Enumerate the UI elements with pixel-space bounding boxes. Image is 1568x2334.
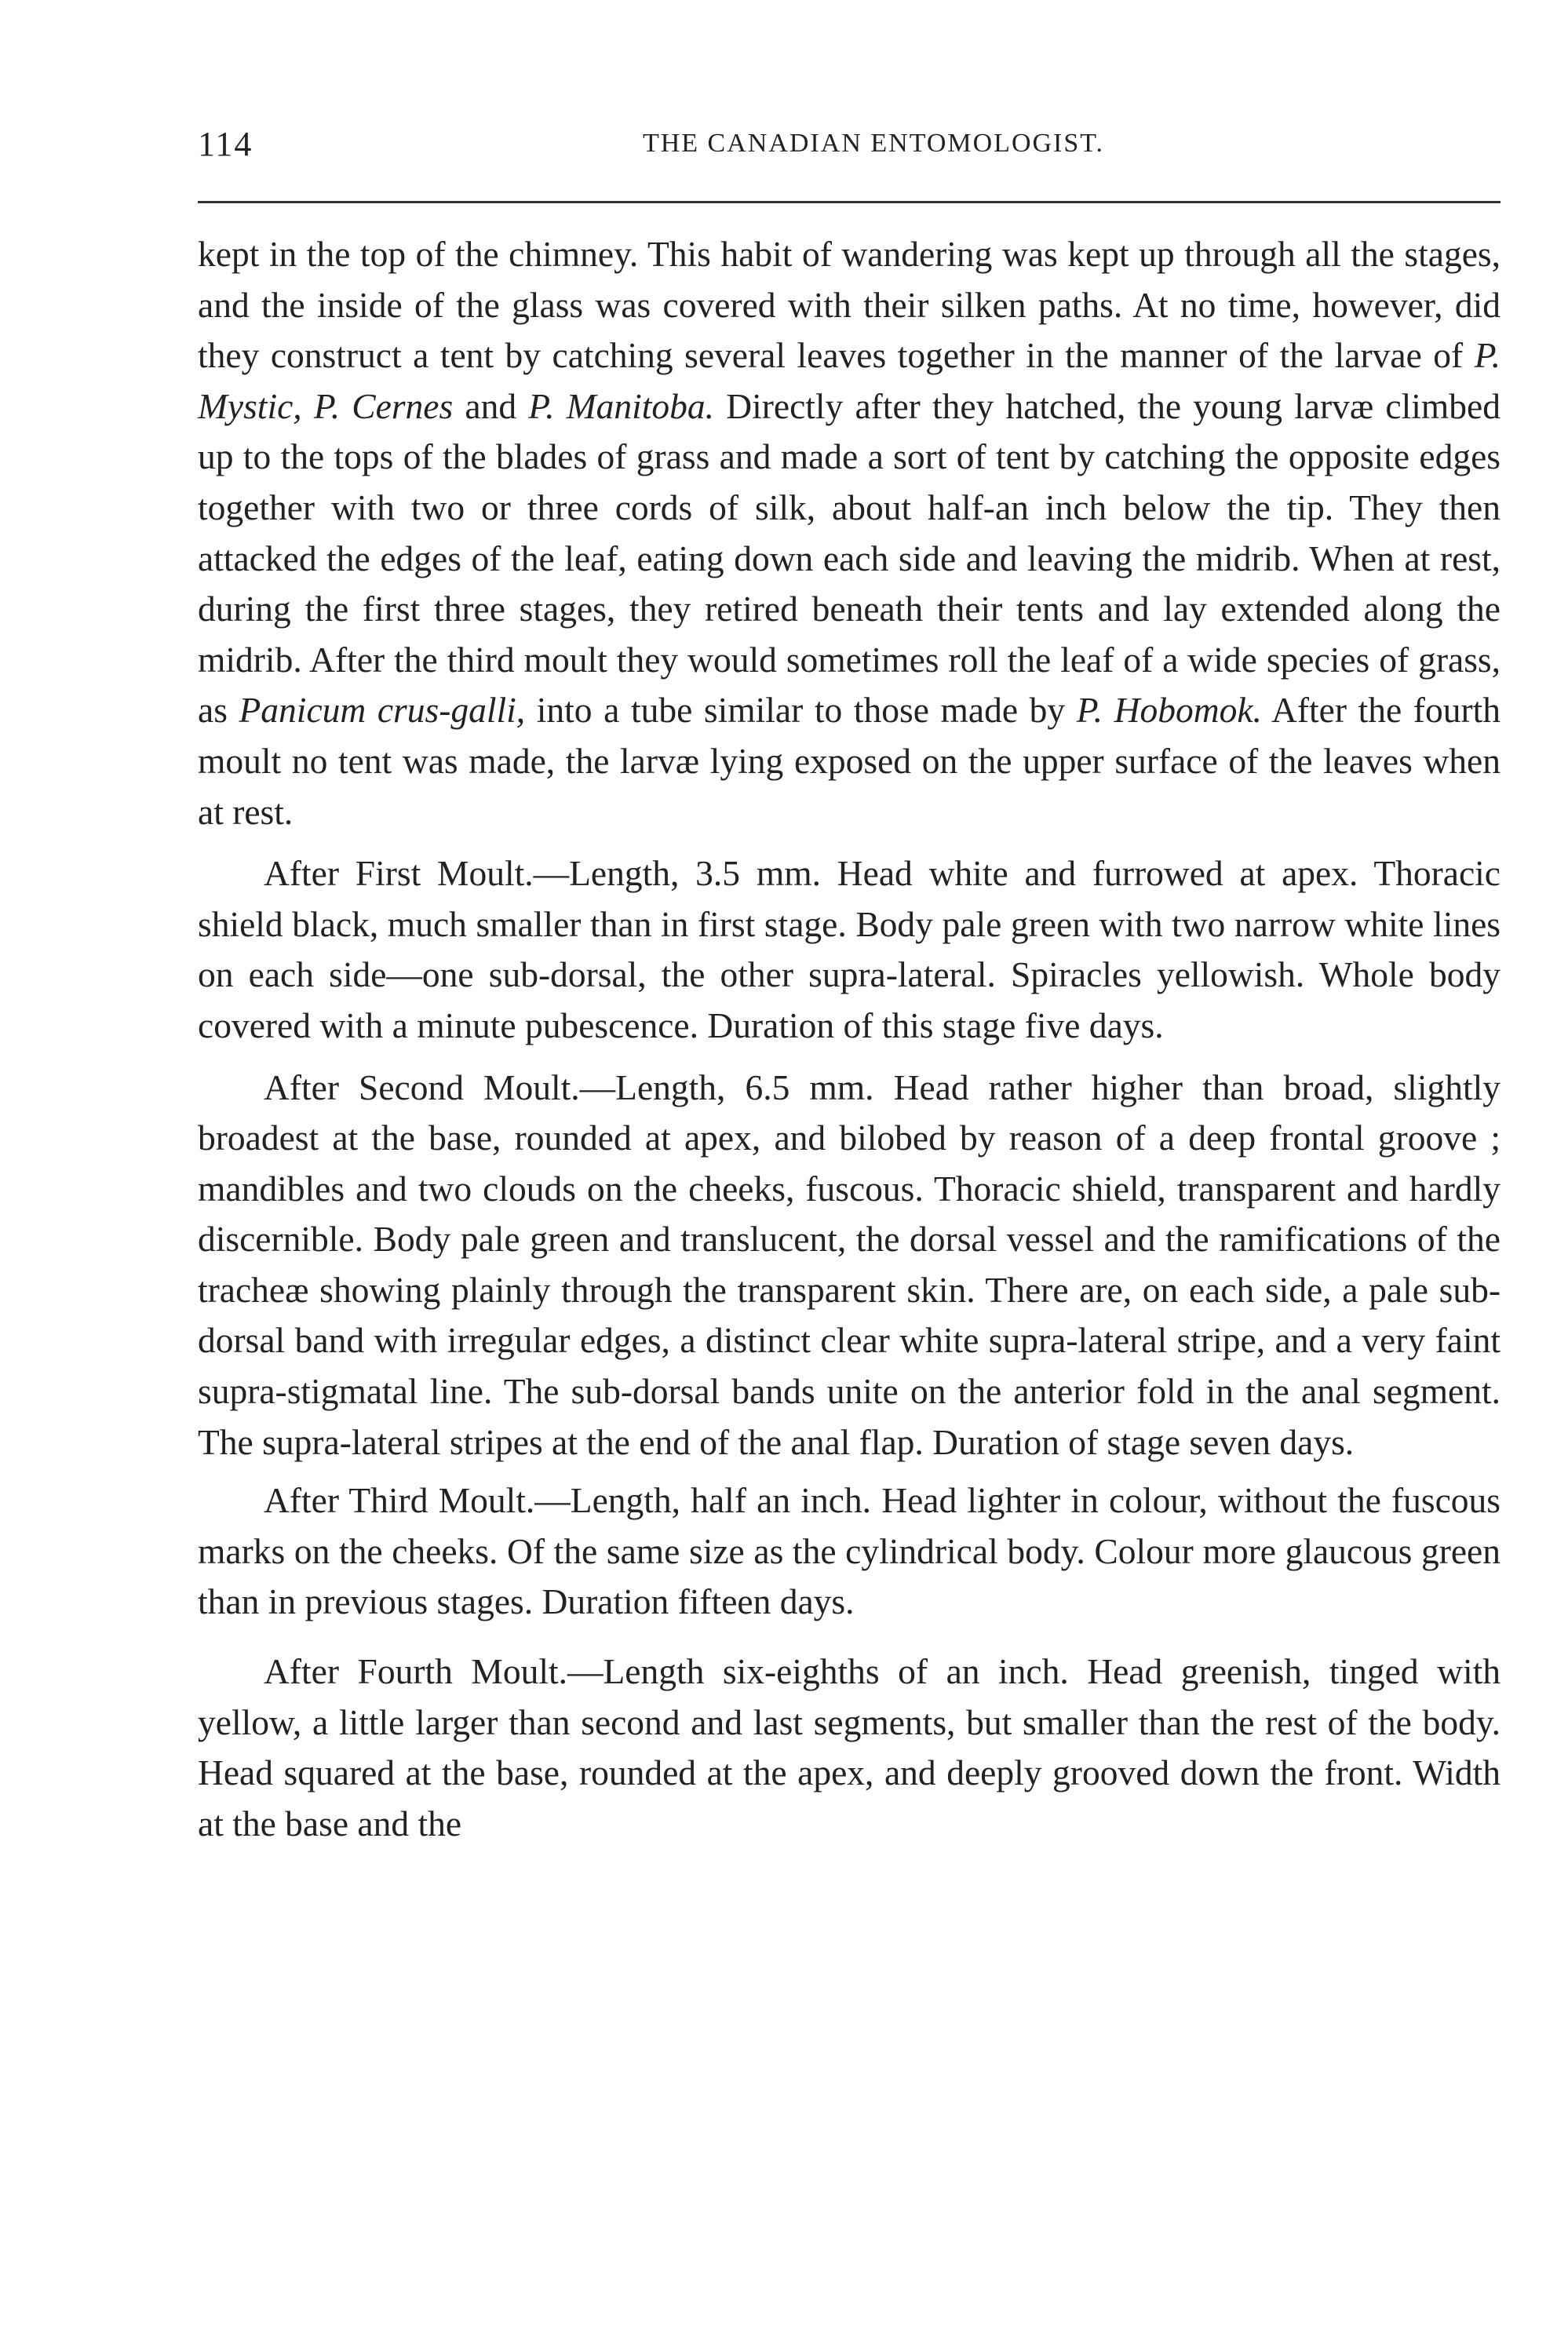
italic-taxon-name: P. Mystic, P. Cernes <box>198 335 1501 426</box>
header-rule <box>198 201 1501 203</box>
italic-taxon-name: P. Hobomok. <box>1076 690 1262 731</box>
italic-taxon-name: P. Manitoba. <box>528 385 715 426</box>
text-run: and <box>453 385 529 426</box>
text-run: After the fourth moult no tent was made, the larvæ lying exposed on the upper surface of the leaves when at rest. <box>198 690 1501 832</box>
text-run: After First Moult.—Length, 3.5 mm. Head white and furrowed at apex. Thoracic shield black, much smaller than in first stage. Body pale green with two narrow white lines on each side—one sub-dorsal, the other supra-lateral. Spiracles yellowish. Whole body covered with a minute pubescence. Duration of this stage five days. <box>198 853 1501 1045</box>
text-run: After Fourth Moult.—Length six-eighths of an inch. Head greenish, tinged with yellow, a little larger than second and last segments, but smaller than the rest of the body. Head squared at the base, rounded at the apex, and deeply grooved down the front. Width at the base and the <box>198 1651 1501 1843</box>
paragraph-fourth-moult <box>198 1647 1501 1849</box>
paragraph-first-moult <box>198 848 1501 1051</box>
page-header <box>198 124 1502 171</box>
text-run: into a tube similar to those made by <box>525 690 1077 731</box>
text-run: After Third Moult.—Length, half an inch. Head lighter in colour, without the fuscous marks on the cheeks. Of the same size as the cylindrical body. Colour more glaucous green than in previous stages. Duration fifteen days. <box>198 1480 1501 1622</box>
text-run: Directly after they hatched, the young larvæ climbed up to the tops of the blades of grass and made a sort of tent by catching the opposite edges together with two or three cords of silk, about half-an inch below the tip. They then attacked the edges of the leaf, eating down each side and leaving the midrib. When at rest, during the first three stages, they retired beneath their tents and lay extended along the midrib. After the third moult they would sometimes roll the leaf of a wide species of grass, as <box>198 385 1501 731</box>
body-text <box>198 229 1501 1849</box>
paragraph-larval-habits <box>198 229 1501 837</box>
italic-taxon-name: Panicum crus-galli, <box>239 690 526 731</box>
page-number: 114 <box>198 125 253 163</box>
text-run: kept in the top of the chimney. This habit of wandering was kept up through all the stages, and the inside of the glass was covered with their silken paths. At no time, however, did they construct a tent by catching several leaves together in the manner of the larvae of <box>198 234 1501 376</box>
paragraph-third-moult <box>198 1475 1501 1628</box>
running-title: THE CANADIAN ENTOMOLOGIST. <box>642 129 1105 158</box>
paragraph-second-moult <box>198 1063 1501 1468</box>
text-run: After Second Moult.—Length, 6.5 mm. Head rather higher than broad, slightly broadest at the base, rounded at apex, and bilobed by reason of a deep frontal groove ; mandibles and two clouds on the cheeks, fuscous. Thoracic shield, transparent and hardly discernible. Body pale green and translucent, the dorsal vessel and the ramifications of the tracheæ showing plainly through the transparent skin. There are, on each side, a pale sub-dorsal band with irregular edges, a distinct clear white supra-lateral stripe, and a very faint supra-stigmatal line. The sub-dorsal bands unite on the anterior fold in the anal segment. The supra-lateral stripes at the end of the anal flap. Duration of stage seven days. <box>198 1067 1501 1462</box>
